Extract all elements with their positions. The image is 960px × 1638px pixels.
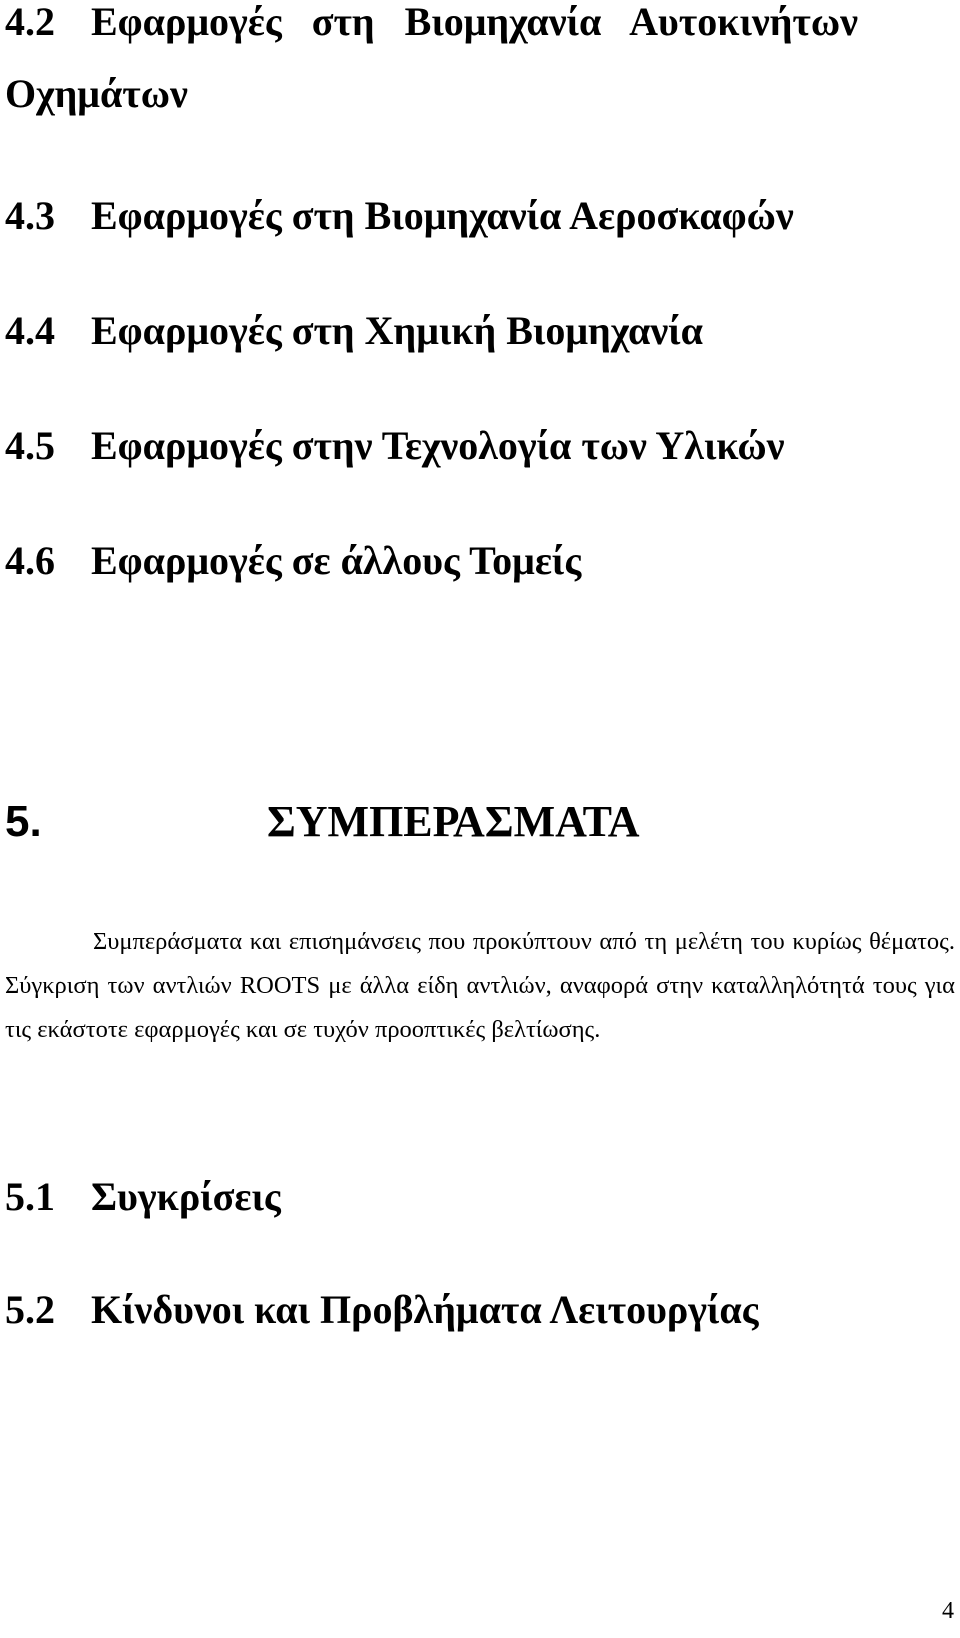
section-title: Συγκρίσεις xyxy=(91,1174,281,1219)
section-4-2-heading-continued: Οχημάτων xyxy=(5,71,188,116)
page-number: 4 xyxy=(942,1598,954,1624)
section-number: 5.2 xyxy=(5,1287,55,1332)
section-number: 4.6 xyxy=(5,538,55,583)
section-4-6-heading xyxy=(5,538,582,583)
section-title: Εφαρμογές στη Βιομηχανία Αυτοκινήτων xyxy=(91,0,858,44)
section-4-2-heading xyxy=(5,2,858,42)
section-title: Εφαρμογές σε άλλους Τομείς xyxy=(91,538,582,583)
chapter-5-intro-paragraph: Συμπεράσματα και επισημάνσεις που προκύπτουν από τη μελέτη του κυρίως θέματος. Σύγκριση των αντλιών ROOTS με άλλα είδη αντλιών, αναφορά στην καταλληλότητά τους για τις εκάστοτε εφαρμογές και σε τυχόν προοπτικές βελτίωσης. xyxy=(5,928,955,1043)
section-4-3-heading xyxy=(5,193,794,238)
chapter-number: 5. xyxy=(5,797,42,846)
section-number: 4.2 xyxy=(5,0,55,44)
section-title: Κίνδυνοι και Προβλήματα Λειτουργίας xyxy=(91,1287,759,1332)
section-5-2-heading xyxy=(5,1287,759,1332)
section-number: 4.3 xyxy=(5,193,55,238)
section-number: 5.1 xyxy=(5,1174,55,1219)
chapter-5-heading xyxy=(5,797,640,846)
section-title: Εφαρμογές στη Βιομηχανία Αεροσκαφών xyxy=(91,193,794,238)
section-4-4-heading xyxy=(5,308,703,353)
chapter-title: ΣΥΜΠΕΡΑΣΜΑΤΑ xyxy=(267,797,640,846)
section-5-1-heading xyxy=(5,1174,281,1219)
section-4-5-heading xyxy=(5,423,785,468)
section-number: 4.5 xyxy=(5,423,55,468)
section-title: Εφαρμογές στη Χημική Βιομηχανία xyxy=(91,308,703,353)
section-number: 4.4 xyxy=(5,308,55,353)
section-title: Εφαρμογές στην Τεχνολογία των Υλικών xyxy=(91,423,785,468)
